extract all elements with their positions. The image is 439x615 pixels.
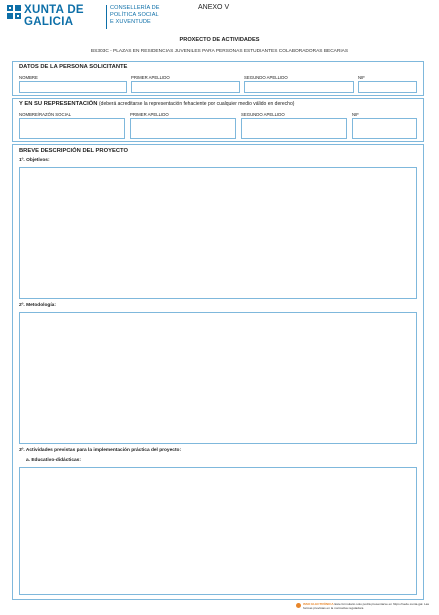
xunta-logo — [7, 3, 167, 33]
applicant-second-surname-input[interactable] — [244, 81, 354, 93]
project-section-title: BREVE DESCRIPCIÓN DEL PROYECTO — [19, 148, 128, 154]
activities-label: 3º. Actividades previstas para la implementación práctica del proyecto: — [19, 448, 182, 453]
educational-label: a. Educativo-didácticas: — [26, 458, 81, 463]
applicant-section-title: DATOS DE LA PERSONA SOLICITANTE — [19, 64, 128, 70]
applicant-first-surname-input[interactable] — [131, 81, 240, 93]
applicant-nif-label: NIF — [358, 75, 365, 80]
footer-text — [303, 602, 434, 610]
applicant-section — [12, 61, 424, 96]
galicia-emblem-icon — [7, 5, 21, 19]
footer-highlight: ISSO ELECTRÓNICA — [303, 602, 334, 606]
objectives-label: 1º. Objetivos: — [19, 158, 50, 163]
rep-first-surname-label: PRIMER APELLIDO — [130, 112, 169, 117]
representation-note: (deberá acreditarse la representación fehaciente por cualquier medio válido en derecho) — [99, 101, 295, 107]
logo-separator — [106, 5, 107, 29]
department-line: CONSELLERÍA DE — [110, 5, 160, 11]
document-subtitle: BS303C - PLAZAS EN RESIDENCIAS JUVENILES PARA PERSONAS ESTUDIANTES COLABORADORAS BECARIAS — [90, 49, 349, 54]
representation-section-title — [19, 101, 294, 107]
annex-label: ANEXO V — [198, 4, 230, 11]
electronic-filing-icon — [296, 603, 301, 608]
applicant-name-input[interactable] — [19, 81, 127, 93]
applicant-first-surname-label: PRIMER APELLIDO — [131, 75, 170, 80]
representation-title-text: Y EN SU REPRESENTACIÓN — [19, 101, 98, 107]
rep-name-label: NOMBRE/RAZÓN SOCIAL — [19, 112, 72, 117]
applicant-name-label: NOMBRE — [19, 75, 38, 80]
department-line: POLÍTICA SOCIAL — [110, 12, 159, 18]
methodology-label: 2º. Metodología: — [19, 303, 56, 308]
representation-section — [12, 98, 424, 142]
rep-second-surname-input[interactable] — [241, 118, 347, 139]
department-name — [110, 5, 160, 26]
objectives-textarea[interactable] — [19, 167, 417, 299]
applicant-nif-input[interactable] — [358, 81, 417, 93]
rep-first-surname-input[interactable] — [130, 118, 236, 139]
methodology-textarea[interactable] — [19, 312, 417, 444]
educational-textarea[interactable] — [19, 467, 417, 595]
footer-body: Este formulario solo podrá presentarse en https://sede.xunta.gal. Las formas previstas en la normativa reguladora — [303, 602, 430, 610]
document-title: PROXECTO DE ACTIVIDADES — [179, 37, 260, 43]
rep-name-input[interactable] — [19, 118, 125, 139]
department-line: E XUVENTUDE — [110, 19, 151, 25]
logo-name: XUNTA DE GALICIA — [24, 4, 84, 28]
rep-nif-input[interactable] — [352, 118, 417, 139]
project-section — [12, 144, 424, 600]
applicant-second-surname-label: SEGUNDO APELLIDO — [244, 75, 288, 80]
rep-nif-label: NIF — [352, 112, 359, 117]
rep-second-surname-label: SEGUNDO APELLIDO — [241, 112, 285, 117]
